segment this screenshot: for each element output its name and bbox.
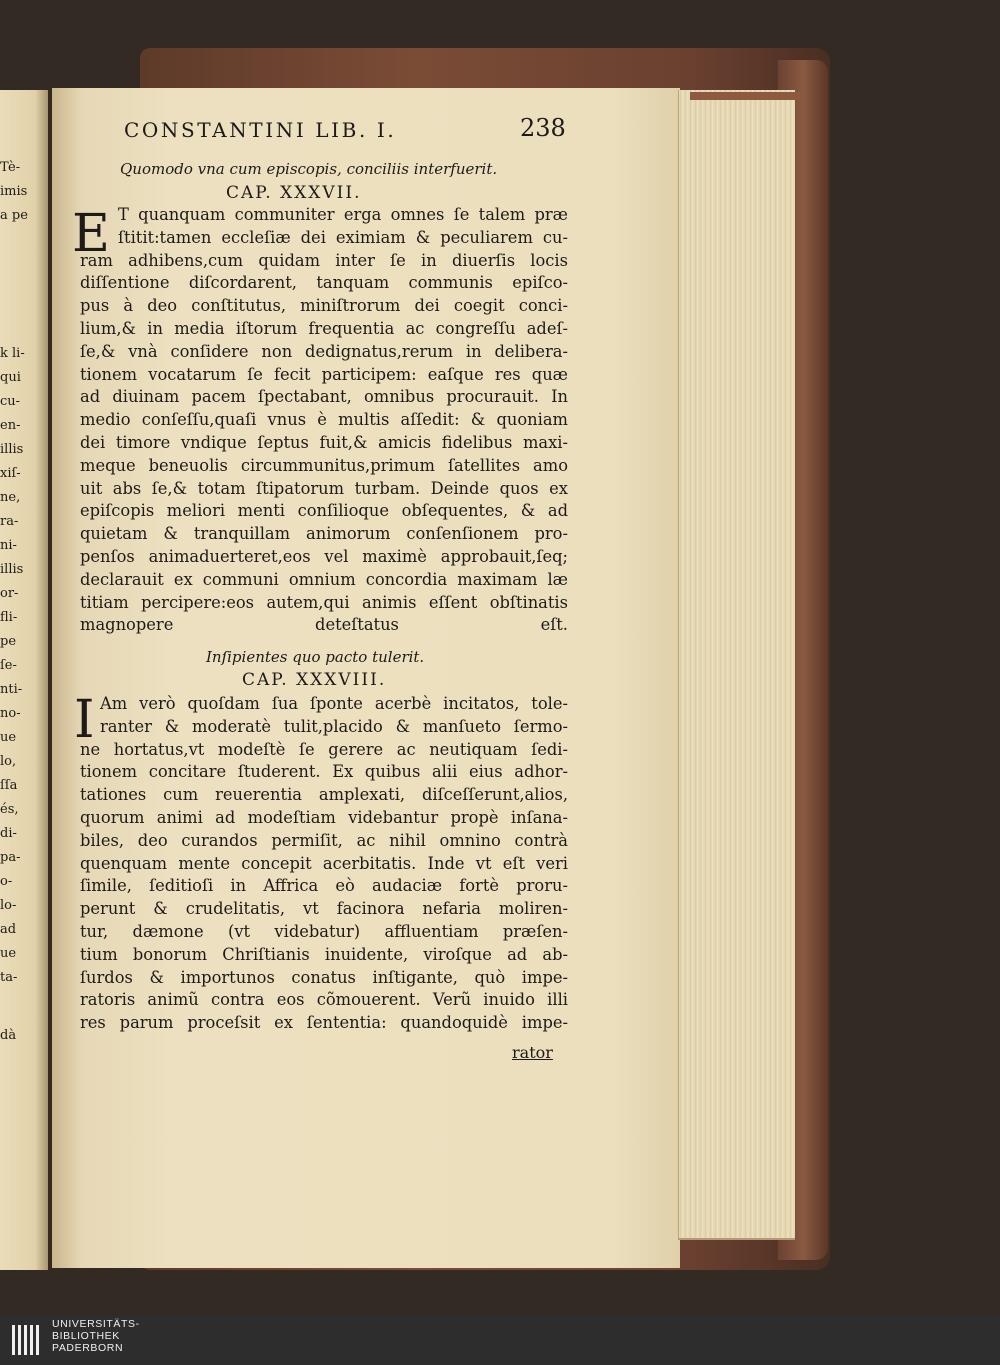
text-line: ratoris animũ contra eos cõmouerent. Verũ inuido illi — [80, 990, 568, 1010]
margin-fragment: ne, — [0, 490, 21, 505]
margin-fragment: fli- — [0, 610, 18, 625]
margin-fragment: xiſ- — [0, 466, 21, 481]
text-line: Am verò quoſdam ſua ſponte acerbè incitatos, tole- — [100, 694, 568, 713]
text-line: tationes cum reuerentia amplexati, diſceſſerunt,alios, — [80, 785, 568, 805]
margin-fragment: di- — [0, 826, 17, 841]
text-line: ranter & moderatè tulit,placido & manſueto ſermo- — [100, 716, 568, 736]
text-line: quenquam mente concepit acerbitatis. Inde vt eſt veri — [80, 853, 568, 873]
margin-fragment: no- — [0, 706, 21, 721]
folio-number: 238 — [520, 114, 566, 142]
running-head: CONSTANTINI LIB. I. — [124, 118, 397, 142]
margin-fragment: o- — [0, 874, 13, 889]
margin-fragment: ta- — [0, 970, 18, 985]
text-line: quietam & tranquillam animorum conſenſionem pro- — [80, 524, 568, 544]
chapter-38-title: Inſipientes quo pacto tulerit. — [206, 648, 425, 666]
text-line: lium,& in media iſtorum frequentia ac congreſſu adeſ- — [80, 319, 568, 338]
text-line: diſſentione diſcordarent, tanquam communis epiſco- — [80, 273, 568, 293]
text-line: pus à deo conſtitutus, miniſtrorum dei coegit conci- — [80, 296, 568, 316]
margin-fragment: qui — [0, 370, 21, 385]
chapter-37-title: Quomodo vna cum episcopis, conciliis interfuerit. — [120, 160, 498, 178]
margin-fragment: Tè- — [0, 160, 21, 175]
margin-fragment: nti- — [0, 682, 23, 697]
gutter-shadow — [36, 90, 52, 1270]
chapter-38-initial: I — [74, 690, 95, 750]
text-line: ad diuinam pacem ſpectabant, omnibus procurauit. In — [80, 387, 568, 407]
text-line: ſe,& vnà conſidere non dedignatus,rerum in delibera- — [80, 341, 568, 361]
margin-fragment: ſſa — [0, 778, 18, 793]
footer-line-3: PADERBORN — [52, 1342, 124, 1354]
text-line: tionem vocatarum ſe fecit participem: eaſque res quæ — [80, 364, 568, 384]
text-line: epiſcopis meliori menti conſilioque obſequentes, & ad — [80, 501, 568, 521]
margin-fragment: ue — [0, 946, 17, 961]
margin-fragment: ad — [0, 922, 17, 937]
margin-fragment: lo, — [0, 754, 17, 769]
library-logo-icon — [10, 1319, 46, 1361]
text-line: T quanquam communiter erga omnes ſe talem præ — [118, 205, 568, 224]
margin-fragment: k li- — [0, 346, 25, 361]
text-line: tionem concitare ſtuderent. Ex quibus alii eius adhor- — [80, 762, 568, 782]
margin-fragment: illis — [0, 442, 24, 457]
text-line: uit abs ſe,& totam ſtipatorum turbam. Deinde quos ex — [80, 478, 568, 498]
margin-fragment: or- — [0, 586, 19, 601]
margin-fragment: ra- — [0, 514, 19, 529]
margin-fragment: illis — [0, 562, 24, 577]
text-line: biles, deo curandos permiſit, ac nihil omnino contrà — [80, 830, 568, 850]
text-line: tium bonorum Chriſtianis inuidente, viroſque ad ab- — [80, 944, 568, 964]
margin-fragment: dà — [0, 1028, 17, 1043]
text-line: declarauit ex communi omnium concordia maximam læ — [80, 569, 568, 589]
page-stack-top — [690, 92, 800, 100]
text-line: magnopere deteſtatus eſt. — [80, 615, 568, 635]
chapter-37-number: CAP. XXXVII. — [226, 183, 362, 203]
margin-fragment: pa- — [0, 850, 21, 865]
text-line: ne hortatus,vt modeſtè ſe gerere ac neutiquam ſedi- — [80, 739, 568, 759]
text-line: ſtitit:tamen eccleſiæ dei eximiam & peculiarem cu- — [118, 227, 568, 247]
chapter-38-number: CAP. XXXVIII. — [242, 670, 387, 690]
text-line: perunt & crudelitatis, vt facinora nefaria moliren- — [80, 899, 568, 919]
margin-fragment: lo- — [0, 898, 17, 913]
footer-line-2: BIBLIOTHEK — [52, 1330, 120, 1342]
margin-fragment: ſe- — [0, 658, 17, 673]
text-line: res parum proceſsit ex ſententia: quandoquidè impe- — [80, 1013, 568, 1033]
text-line: quorum animi ad modeſtiam videbantur propè inſana- — [80, 808, 568, 827]
chapter-37-initial: E — [72, 204, 110, 264]
text-line: penſos animaduerteret,eos vel maximè approbauit,ſeq; — [80, 547, 568, 566]
catchword: rator — [512, 1043, 553, 1062]
margin-fragment: ue — [0, 730, 17, 745]
library-footer — [0, 1315, 1000, 1365]
text-line: ſimile, ſeditioſi in Affrica eò audaciæ fortè proru- — [80, 876, 568, 896]
margin-fragment: en- — [0, 418, 21, 433]
margin-fragment: pe — [0, 634, 17, 649]
footer-line-1: UNIVERSITÄTS- — [52, 1318, 140, 1330]
text-line: titiam percipere:eos autem,qui animis eſſent obſtinatis — [80, 592, 568, 612]
text-line: dei timore vndique ſeptus fuit,& amicis fidelibus maxi- — [80, 433, 568, 452]
margin-fragment: a pe — [0, 208, 28, 223]
text-line: ram adhibens,cum quidam inter ſe in diuerſis locis — [80, 250, 568, 270]
margin-fragment: ni- — [0, 538, 17, 553]
page-stack-edges — [678, 90, 795, 1240]
margin-fragment: imis — [0, 184, 28, 199]
text-line: ſurdos & importunos conatus inſtigante, quò impe- — [80, 967, 568, 987]
text-line: medio conſeſſu,quaſi vnus è multis aſſedit: & quoniam — [80, 410, 568, 430]
text-line: tur, dæmone (vt videbatur) affluentiam præſen- — [80, 922, 568, 941]
text-line: meque beneuolis circummunitus,primum ſatellites amo — [80, 455, 568, 475]
margin-fragment: cu- — [0, 394, 21, 409]
margin-fragment: és, — [0, 802, 19, 817]
